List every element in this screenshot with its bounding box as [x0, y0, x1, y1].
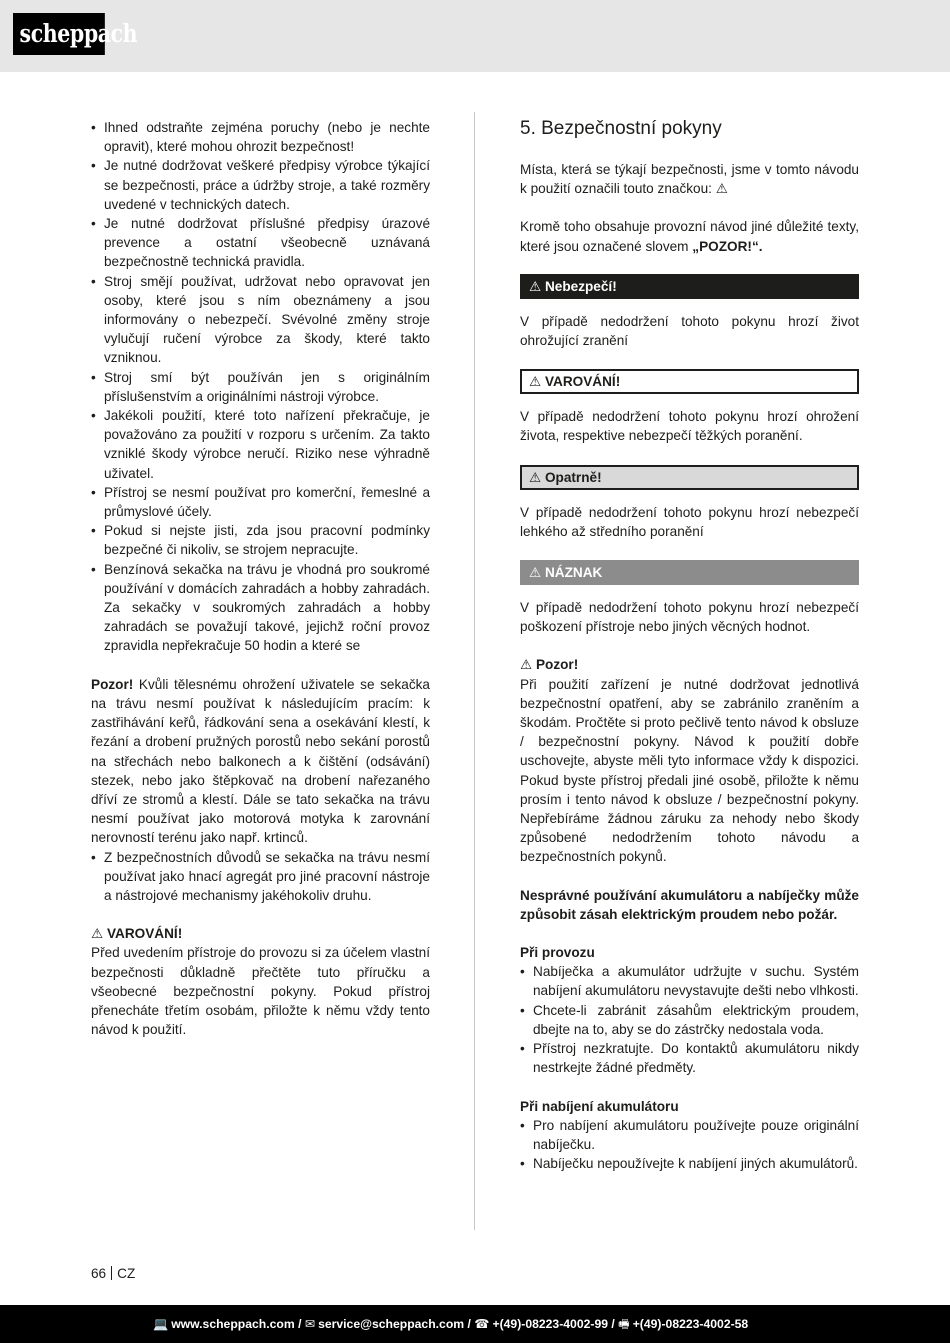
footer-separator: /: [464, 1317, 475, 1331]
page-number-separator: [111, 1266, 112, 1280]
battery-warning: Nesprávné používání akumulátoru a nabíječky může způsobit zásah elektrickým proudem nebo požár.: [520, 887, 859, 922]
list-item: • Stroj smějí používat, udržovat nebo opravovat jen osoby, které jsou s ním obeznámeny a jsou informovány o nebezpečí. Svévolné změny stroje vylučují ručení výrobce za škody, které takto vzniknou.: [91, 272, 430, 368]
list-item: • Pro nabíjení akumulátoru používejte pouze originální nabíječku.: [520, 1116, 859, 1154]
footer-website-link[interactable]: www.scheppach.com: [171, 1317, 295, 1331]
operation-bullets: [520, 962, 859, 1077]
operation-heading: Při provozu: [520, 945, 595, 961]
danger-text: V případě nedodržení tohoto pokynu hrozí život ohrožující zranění: [520, 313, 859, 349]
intro-text-1: Místa, která se týkají bezpečnosti, jsme v tomto návodu k použití označili touto značkou: ⚠: [520, 162, 859, 197]
charging-heading: Při nabíjení akumulátoru: [520, 1098, 679, 1114]
scheppach-logo: scheppach: [13, 13, 105, 55]
page-header: [0, 0, 950, 72]
page-number-value: 66: [91, 1266, 107, 1281]
list-item: • Pokud si nejste jisti, zda jsou pracovní podmínky bezpečné či nikoliv, se strojem nepracujte.: [91, 521, 430, 559]
list-item: • Nabíječka a akumulátor udržujte v suchu. Systém nabíjení akumulátoru nevystavujte dešti nebo vlhkosti.: [520, 962, 859, 1000]
fax-icon: 🖷: [618, 1317, 630, 1331]
phone-icon: ☎: [474, 1317, 490, 1331]
list-item: • Ihned odstraňte zejména poruchy (nebo je nechte opravit), které mohou ohrozit bezpečnost!: [91, 118, 430, 156]
list-item: • Přístroj nezkratujte. Do kontaktů akumulátoru nikdy nestrkejte žádné předměty.: [520, 1039, 859, 1077]
danger-label-box: ⚠ Nebezpečí!: [520, 274, 859, 299]
mail-icon: ✉: [304, 1317, 316, 1331]
footer-separator: /: [608, 1317, 619, 1331]
intro-text-2-plain: Kromě toho obsahuje provozní návod jiné důležité texty, které jsou označené slovem: [520, 219, 859, 254]
intro-text-2-bold: „POZOR!“.: [692, 238, 763, 254]
footer-contacts: [153, 1305, 748, 1343]
list-item: • Je nutné dodržovat veškeré předpisy výrobce týkající se bezpečnosti, práce a údržby stroje, a také rozměry uvedené v technických datech.: [91, 156, 430, 214]
footer-fax: +(49)-08223-4002-58: [632, 1317, 749, 1331]
list-item: • Benzínová sekačka na trávu je vhodná pro soukromé používání v domácích zahradách a hobby zahradách. Za sekačky v soukromých zahradách a hobby zahradách se považují takové, jejichž roční provoz zpravidla nepřekračuje 50 hodin a které se: [91, 560, 430, 656]
pozor-text: Kvůli tělesnému ohrožení uživatele se sekačka na trávu nesmí používat k následujícím pracím: k zastřihávání keřů, řádkování sena a osekávání klestí, k řezání a drobení pružných porostů nebo sekání porostů na střechách nebo balkonech a k čištění (odsávání) stezek, nebo jako štěpkovač na drobení nařezaného dříví ze stromů a klestí. Dále se tato sekačka na trávu nesmí používat jako motorová motyka k zarovnání nerovností terénu jako např. krtinců.: [91, 676, 430, 846]
footer-separator: /: [294, 1317, 305, 1331]
left-column: [91, 118, 430, 1039]
warning-label-box: ⚠ VAROVÁNÍ!: [520, 369, 859, 394]
intro-text-2: [520, 217, 859, 255]
list-item: • Stroj smí být používán jen s originálním příslušenstvím a originálními nástroji výrobce.: [91, 368, 430, 406]
warning-text: Před uvedením přístroje do provozu si za účelem vlastní bezpečnosti důkladně přečtěte tuto příručku a všeobecné bezpečnostní pokyny. Pokud přístroj přenecháte třetím osobám, přiložte k němu vždy tento návod k použití.: [91, 945, 430, 1038]
warning-heading: ⚠ VAROVÁNÍ!: [91, 926, 183, 942]
list-item: • Přístroj se nesmí používat pro komerční, řemeslné a průmyslové účely.: [91, 483, 430, 521]
column-divider: [474, 112, 475, 1230]
notice-label-box: ⚠ NÁZNAK: [520, 560, 859, 585]
list-item: • Je nutné dodržovat příslušné předpisy úrazové prevence a ostatní všeobecně uznávaná bezpečnostně technická pravidla.: [91, 214, 430, 272]
pozor-text: Při použití zařízení je nutné dodržovat jednotlivá bezpečnostní opatření, aby se zabránilo zraněním a škodám. Pročtěte si proto pečlivě tento návod k obsluze / bezpečnostní pokyny. Návod k použití dobře uschovejte, abyste měli tyto informace vždy k dispozici. Pokud byste přístroj předali jiné osobě, přiložte k němu prosím i tento návod k obsluze / bezpečnostní pokyny. Nepřebíráme žádnou záruku za nehody nebo škody způsobené nedodržením tohoto návodu a bezpečnostních pokynů.: [520, 676, 859, 865]
list-item: • Jakékoli použití, které toto nařízení překračuje, je považováno za použití v rozporu s určením. Za takto vzniklé škody výrobce neručí. Riziko nese výhradně uživatel.: [91, 406, 430, 483]
right-column: [520, 118, 859, 1173]
page-language: CZ: [117, 1266, 136, 1281]
list-item: • Z bezpečnostních důvodů se sekačka na trávu nesmí používat jako hnací agregát pro jiné pracovní nástroje a nástrojové mechanismy jakéhokoliv druhu.: [91, 848, 430, 906]
page-number: [91, 1266, 135, 1281]
list-item: • Chcete-li zabránit zásahům elektrickým proudem, dbejte na to, aby se do zástrčky nedostala voda.: [520, 1001, 859, 1039]
pozor-label: Pozor!: [91, 676, 134, 692]
section-title: 5. Bezpečnostní pokyny: [520, 118, 722, 139]
safety-bullets-bottom: [91, 848, 430, 906]
caution-text: V případě nedodržení tohoto pokynu hrozí nebezpečí lehkého až středního poranění: [520, 504, 859, 539]
footer-email-link[interactable]: service@scheppach.com: [318, 1317, 465, 1331]
computer-icon: 💻: [153, 1317, 169, 1331]
caution-label-box: ⚠ Opatrně!: [520, 465, 859, 490]
pozor-heading: ⚠ Pozor!: [520, 657, 579, 673]
list-item: • Nabíječku nepoužívejte k nabíjení jiných akumulátorů.: [520, 1154, 859, 1173]
charging-bullets: [520, 1116, 859, 1174]
pozor-paragraph: [91, 675, 430, 848]
page-footer: [0, 1305, 950, 1343]
warning-text: V případě nedodržení tohoto pokynu hrozí ohrožení života, respektive nebezpečí těžkých poranění.: [520, 409, 859, 444]
notice-text: V případě nedodržení tohoto pokynu hrozí nebezpečí poškození přístroje nebo jiných věcných hodnot.: [520, 600, 859, 635]
safety-bullets-top: [91, 118, 430, 656]
footer-phone: +(49)-08223-4002-99: [492, 1317, 608, 1331]
